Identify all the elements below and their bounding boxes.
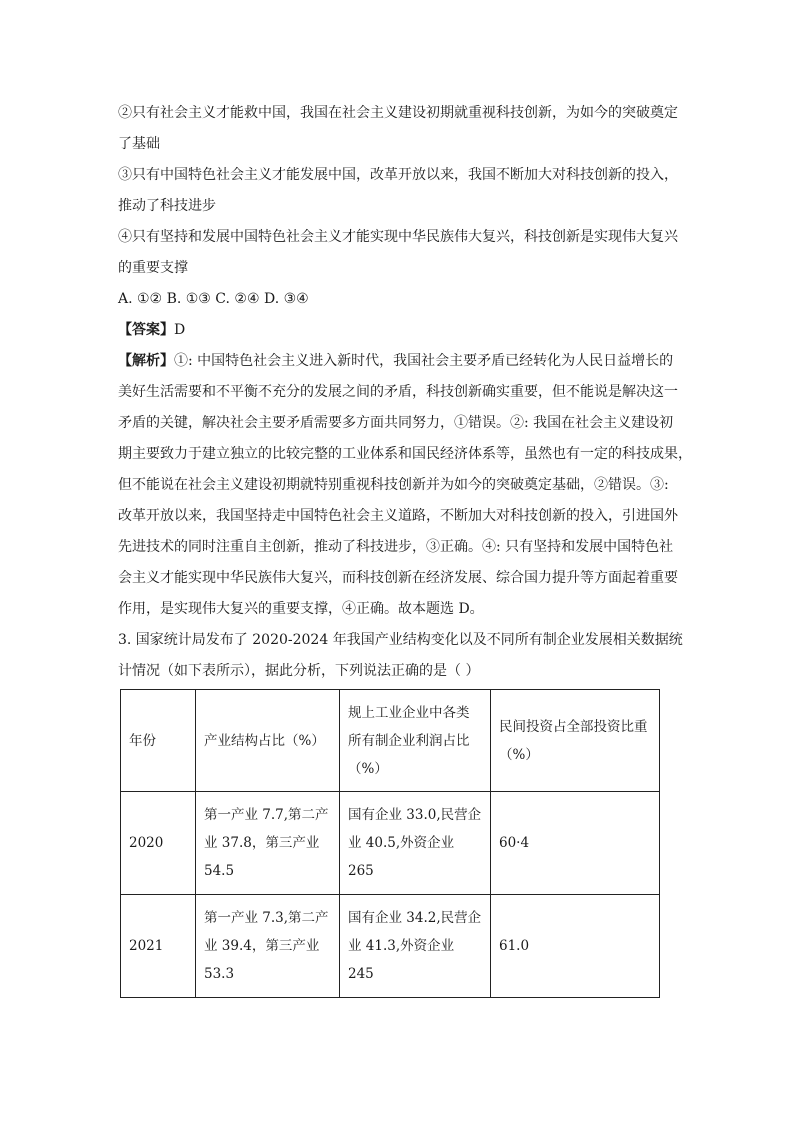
cell-line: 业 40.5,外资企业 265 <box>348 835 455 879</box>
table-header-row <box>121 690 660 792</box>
option-4-text-cont: 的重要支撑 <box>118 260 188 276</box>
question-3-stem: 3. 国家统计局发布了 2020-2024 年我国产业结构变化以及不同所有制企业发展相关数据统 <box>118 632 683 648</box>
analysis-line: 【解析】①: 中国特色社会主义进入新时代，我国社会主要矛盾已经转化为人民日益增长的 <box>118 353 674 369</box>
cell-line: 国有企业 34.2,民营企 <box>348 910 482 926</box>
cell-year: 2021 <box>121 895 196 998</box>
cell-year: 2020 <box>121 792 196 895</box>
cell-line: 业 39.4，第三产业 <box>204 938 320 954</box>
analysis-line: 美好生活需要和不平衡不充分的发展之间的矛盾，科技创新确实重要，但不能说是解决这一 <box>118 384 678 400</box>
cell-structure <box>196 792 340 895</box>
answer-choices: A. ①② B. ①③ C. ②④ D. ③④ <box>118 291 309 307</box>
header-year: 年份 <box>121 690 196 792</box>
analysis-line: 但不能说在社会主义建设初期就特别重视科技创新并为如今的突破奠定基础，②错误。③: <box>118 477 669 493</box>
header-profit-line: 规上工业企业中各类 <box>348 704 470 721</box>
cell-profit <box>340 792 491 895</box>
option-3-text-cont: 推动了科技进步 <box>118 198 216 214</box>
header-invest-line: 民间投资占全部投资比重 <box>499 718 648 735</box>
cell-line: 业 41.3,外资企业 245 <box>348 938 455 982</box>
cell-line: 53.3 <box>204 966 235 982</box>
header-profit-line: （%） <box>348 760 388 777</box>
cell-line: 第一产业 7.7,第二产 <box>204 807 329 823</box>
option-4-text: ④只有坚持和发展中国特色社会主义才能实现中华民族伟大复兴，科技创新是实现伟大复兴 <box>118 229 678 245</box>
cell-line: 第一产业 7.3,第二产 <box>204 910 329 926</box>
document-body <box>118 98 692 687</box>
header-profit-line: 所有制企业利润占比 <box>348 732 470 749</box>
option-2-text-cont: 了基础 <box>118 136 160 152</box>
cell-line: 业 37.8，第三产业 <box>204 835 320 851</box>
table-row <box>121 895 660 998</box>
answer-line: 【答案】D <box>118 322 186 338</box>
header-invest <box>491 690 660 792</box>
option-2-text: ②只有社会主义才能救中国，我国在社会主义建设初期就重视科技创新，为如今的突破奠定 <box>118 105 678 121</box>
section-label: 【解析】 <box>118 353 174 369</box>
cell-line: 54.5 <box>204 863 235 879</box>
cell-invest: 61.0 <box>491 895 660 998</box>
header-structure: 产业结构占比（%） <box>196 690 340 792</box>
cell-line: 国有企业 33.0,民营企 <box>348 807 482 823</box>
cell-profit <box>340 895 491 998</box>
analysis-line: 期主要致力于建立独立的比较完整的工业体系和国民经济体系等，虽然也有一定的科技成果， <box>118 446 692 462</box>
cell-structure <box>196 895 340 998</box>
header-profit <box>340 690 491 792</box>
section-label: 【答案】 <box>118 322 174 338</box>
question-3-stem-cont: 计情况（如下表所示），据此分析，下列说法正确的是（ ） <box>118 663 480 679</box>
analysis-line: 先进技术的同时注重自主创新，推动了科技进步，③正确。④: 只有坚持和发展中国特色社 <box>118 539 674 555</box>
cell-invest: 60·4 <box>491 792 660 895</box>
analysis-line: 作用，是实现伟大复兴的重要支撑，④正确。故本题选 D。 <box>118 601 484 617</box>
analysis-line: 矛盾的关键，解决社会主要矛盾需要多方面共同努力，①错误。②: 我国在社会主义建设初 <box>118 415 674 431</box>
option-3-text: ③只有中国特色社会主义才能发展中国，改革开放以来，我国不断加大对科技创新的投入， <box>118 167 678 183</box>
header-invest-line: （%） <box>499 746 539 763</box>
table-row <box>121 792 660 895</box>
analysis-line: 会主义才能实现中华民族伟大复兴，而科技创新在经济发展、综合国力提升等方面起着重要 <box>118 570 678 586</box>
statistics-table <box>120 689 660 998</box>
analysis-line: 改革开放以来，我国坚持走中国特色社会主义道路，不断加大对科技创新的投入，引进国外 <box>118 508 678 524</box>
